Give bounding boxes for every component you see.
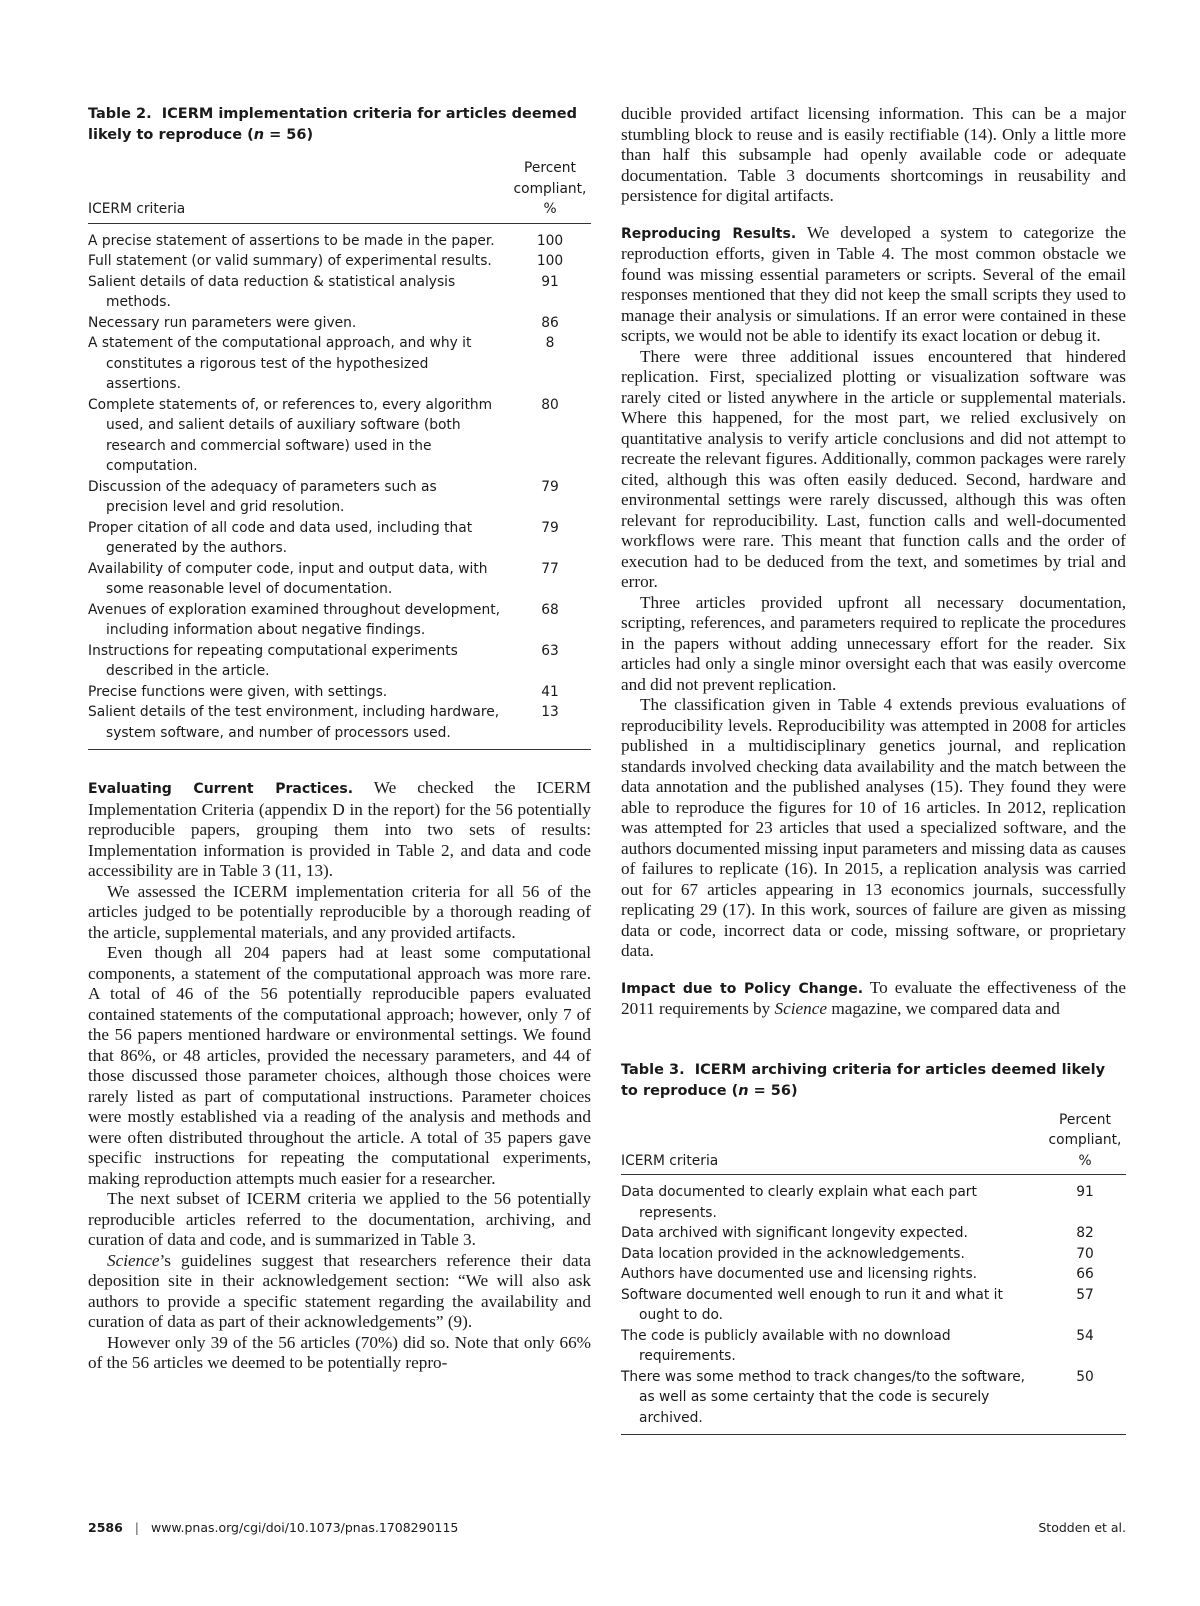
table-2 <box>88 104 591 750</box>
criterion-cell: Proper citation of all code and data used, including that generated by the authors. <box>88 519 473 556</box>
table-row <box>88 559 591 600</box>
heading-reproducing-results: Reproducing Results. <box>621 225 797 242</box>
table-2-col-criteria: ICERM criteria <box>88 201 186 217</box>
left-body-text <box>88 778 591 1374</box>
table-row <box>88 702 591 743</box>
footer-authors: Stodden et al. <box>1038 1520 1126 1535</box>
table-3-bottom-rule <box>621 1434 1126 1435</box>
table-row <box>88 223 591 251</box>
table-3-grid <box>621 1110 1126 1429</box>
table-row <box>88 682 591 703</box>
percent-cell: 54 <box>1076 1327 1094 1344</box>
criterion-cell: Avenues of exploration examined throughout development, including information about negative findings. <box>88 601 501 638</box>
percent-cell: 86 <box>541 314 559 331</box>
criterion-cell: There was some method to track changes/to the software, as well as some certainty that the code is securely archived. <box>621 1368 1026 1426</box>
paragraph: There were three additional issues encountered that hindered replication. First, specialized plotting or visualization software was rarely cited or listed anywhere in the article or supplemental materials. Where this happened, for the most part, we relied exclusively on quantitative analysis to verify article conclusions and did not attempt to recreate the relevant figures. Additionally, common packages were rarely cited, although this was often easily deduced. Second, hardware and environmental settings were rarely discussed, although this was often relevant for reproducibility. Last, function calls and well-documented workflows were rare. This meant that function calls and the order of execution had to be deduced from the text, and sometimes by trial and error. <box>621 346 1126 591</box>
table-row <box>88 395 591 477</box>
doi-link[interactable]: www.pnas.org/cgi/doi/10.1073/pnas.1708290115 <box>150 1520 459 1535</box>
table-2-body <box>88 223 591 743</box>
paragraph: The classification given in Table 4 extends previous evaluations of reproducibility levels. Reproducibility was attempted in 2008 for articles published in a multidisciplinary genetics journal, and replication standards involved checking data availability and the match between the data annotation and the published analyses (15). They found they were able to reproduce the figures for 10 of 16 articles. In 2012, replication was attempted for 23 articles that used a specialized software, and the authors documented missing input parameters and missing data as causes of failures to replicate (16). In 2015, a replication analysis was carried out for 67 articles appearing in 13 economics journals, successfully replicating 29 (17). In this work, sources of failure are given as missing data or code, incorrect data or code, missing software, or proprietary data. <box>621 695 1126 960</box>
criterion-cell: Authors have documented use and licensing rights. <box>621 1266 978 1282</box>
percent-cell: 63 <box>541 642 559 659</box>
percent-cell: 100 <box>536 253 564 269</box>
percent-cell: 79 <box>541 478 559 495</box>
criterion-cell: Necessary run parameters were given. <box>88 314 357 331</box>
footer-left <box>88 1520 458 1535</box>
table-3-col-criteria: ICERM criteria <box>621 1152 719 1169</box>
percent-cell: 91 <box>1076 1184 1094 1200</box>
table-row <box>621 1367 1126 1429</box>
percent-cell: 91 <box>541 273 559 290</box>
percent-cell: 57 <box>1076 1286 1094 1303</box>
left-column <box>88 104 591 1374</box>
table-row <box>621 1244 1126 1265</box>
table-row <box>88 477 591 518</box>
table-row <box>88 641 591 682</box>
criterion-cell: A statement of the computational approach, and why it constitutes a rigorous test of the hypothesized assertions. <box>88 335 472 392</box>
table-row <box>621 1285 1126 1326</box>
criterion-cell: Complete statements of, or references to, every algorithm used, and salient details of auxiliary software (both research and commercial software) used in the computation. <box>88 396 493 474</box>
table-2-grid <box>88 158 591 743</box>
criterion-cell: Data location provided in the acknowledgements. <box>621 1245 965 1262</box>
table-row <box>621 1326 1126 1367</box>
table-2-caption: Table 2. ICERM implementation criteria for articles deemed likely to reproduce (n = 56) <box>88 106 578 143</box>
criterion-cell: Precise functions were given, with settings. <box>88 683 388 700</box>
table-2-col-percent: Percent compliant, % <box>513 160 587 217</box>
percent-cell: 100 <box>536 232 564 249</box>
paragraph: The next subset of ICERM criteria we applied to the 56 potentially reproducible articles referred to the documentation, archiving, and curation of data and code, and is summarized in Table 3. <box>88 1189 591 1249</box>
percent-cell: 80 <box>541 396 559 413</box>
table-row <box>88 251 591 272</box>
percent-cell: 66 <box>1076 1266 1094 1282</box>
paragraph: ducible provided artifact licensing information. This can be a major stumbling block to reuse and is easily rectifiable (14). Only a little more than half this subsample had openly available code or adequate documentation. Table 3 documents shortcomings in reusability and persistence for digital artifacts. <box>621 104 1126 205</box>
table-row <box>88 333 591 395</box>
table-2-label: Table 2. <box>88 106 152 122</box>
percent-cell: 41 <box>541 683 559 700</box>
percent-cell: 8 <box>545 335 555 351</box>
percent-cell: 50 <box>1076 1368 1094 1385</box>
section-evaluating: Evaluating Current Practices. We checked the ICERM Implementation Criteria (appendix D in the report) for the 56 potentially reproducible papers, grouping them into two sets of results: Implementation information is provided in Table 2, and data and code accessibility are in Table 3 (11, 13). <box>88 778 591 880</box>
heading-impact-policy-change: Impact due to Policy Change. <box>621 980 864 997</box>
criterion-cell: Discussion of the adequacy of parameters such as precision level and grid resolution. <box>88 478 437 515</box>
table-3-body <box>621 1175 1126 1429</box>
table-3-label: Table 3. <box>621 1061 685 1078</box>
table-2-bottom-rule <box>88 749 591 750</box>
criterion-cell: Data archived with significant longevity expected. <box>621 1225 968 1241</box>
section-reproducing: Reproducing Results. We developed a system to categorize the reproduction efforts, given in Table 4. The most common obstacle we found was missing essential parameters or scripts. Several of the email responses mentioned that they did not keep the small scripts they used to manage their analysis or simulations. If an error were contained in these scripts, we would not be able to identify its exact location or debug it. <box>621 222 1126 345</box>
percent-cell: 77 <box>541 560 559 577</box>
paragraph: We assessed the ICERM implementation criteria for all 56 of the articles judged to be potentially reproducible by a thorough reading of the article, supplemental materials, and any provided artifacts. <box>88 881 591 942</box>
paragraph: Three articles provided upfront all necessary documentation, scripting, references, and parameters required to replicate the procedures in the papers without adding unnecessary effort for the reader. Six articles had only a single minor oversight each that was easily overcome and did not prevent replication. <box>621 592 1126 694</box>
criterion-cell: Salient details of the test environment, including hardware, system software, and number of processors used. <box>88 704 500 741</box>
criterion-cell: The code is publicly available with no download requirements. <box>621 1327 951 1364</box>
table-3 <box>621 1060 1126 1436</box>
criterion-cell: Software documented well enough to run it and what it ought to do. <box>621 1286 1003 1323</box>
page-number: 2586 <box>88 1520 123 1535</box>
paragraph: Even though all 204 papers had at least some computational components, a statement of the computational approach was more rare. A total of 46 of the 56 potentially reproducible papers evaluated contained statements of the computational approach; however, only 7 of the 56 papers mentioned hardware or environmental settings. We found that 86%, or 48 articles, provided the necessary parameters, and 44 of those discussed those parameter choices, although those choices were rarely listed as part of computational instructions. Parameter choices were mostly established via a reading of the analysis and methods and were often distributed throughout the article. A total of 35 papers gave specific instructions for repeating the computational experiments, making reproduction attempts much easier for a researcher. <box>88 943 591 1188</box>
section-impact: Impact due to Policy Change. To evaluate the effectiveness of the 2011 requirements by Science magazine, we compared data and <box>621 977 1126 1018</box>
criterion-cell: Salient details of data reduction & statistical analysis methods. <box>88 273 456 310</box>
heading-evaluating-current-practices: Evaluating Current Practices. <box>88 781 354 797</box>
criterion-cell: Instructions for repeating computational experiments described in the article. <box>88 642 458 679</box>
table-row <box>621 1264 1126 1285</box>
criterion-cell: Data documented to clearly explain what each part represents. <box>621 1184 977 1221</box>
table-row <box>621 1175 1126 1224</box>
percent-cell: 82 <box>1076 1225 1094 1241</box>
criterion-cell: A precise statement of assertions to be made in the paper. <box>88 232 495 249</box>
table-3-caption: Table 3. ICERM archiving criteria for articles deemed likely to reproduce (n = 56) <box>621 1061 1106 1099</box>
table-3-col-percent: Percent compliant, % <box>1048 1111 1122 1169</box>
table-row <box>621 1223 1126 1244</box>
paragraph: However only 39 of the 56 articles (70%) did so. Note that only 66% of the 56 articles we deemed to be potentially repro- <box>88 1332 591 1372</box>
percent-cell: 68 <box>541 601 559 618</box>
percent-cell: 70 <box>1076 1245 1094 1262</box>
criterion-cell: Availability of computer code, input and output data, with some reasonable level of documentation. <box>88 560 488 597</box>
table-row <box>88 313 591 334</box>
table-row <box>88 518 591 559</box>
table-row <box>88 272 591 313</box>
percent-cell: 13 <box>541 704 559 720</box>
table-row <box>88 600 591 641</box>
footer-separator: | <box>134 1520 139 1535</box>
right-column <box>621 104 1126 1435</box>
paragraph: Science’s guidelines suggest that researchers reference their data deposition site in their acknowledgement section: “We will also ask authors to provide a specific statement regarding the availability and curation of data as part of their acknowledgements” (9). <box>88 1250 591 1331</box>
criterion-cell: Full statement (or valid summary) of experimental results. <box>88 253 492 269</box>
percent-cell: 79 <box>541 519 559 536</box>
